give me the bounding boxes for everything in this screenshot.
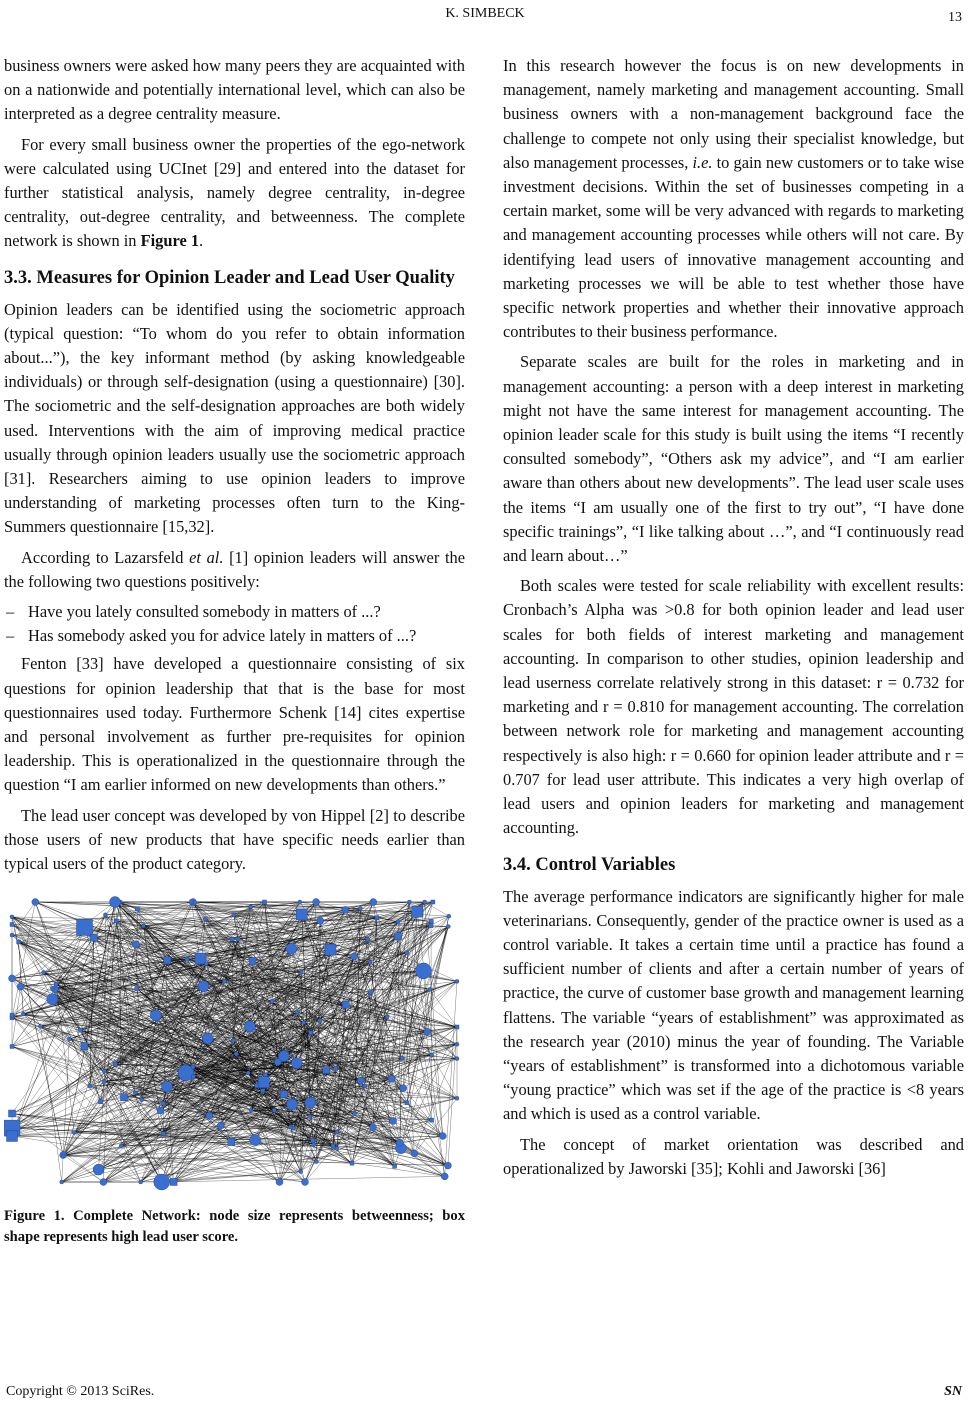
network-node-circle bbox=[342, 907, 349, 914]
paragraph-text: [1] opinion leaders will answer the the following two questions positively: bbox=[4, 547, 465, 591]
network-node-circle bbox=[150, 1010, 161, 1021]
network-node-circle bbox=[222, 979, 226, 983]
network-node-circle bbox=[424, 1029, 431, 1036]
network-node-box bbox=[9, 1110, 16, 1117]
network-node-circle bbox=[441, 1173, 448, 1180]
page-number: 13 bbox=[948, 10, 962, 25]
network-node-circle bbox=[191, 1065, 195, 1069]
network-node-box bbox=[113, 1062, 117, 1066]
network-node-circle bbox=[103, 913, 107, 917]
running-head-author: K. SIMBECK bbox=[445, 6, 525, 21]
network-node-circle bbox=[274, 1059, 281, 1066]
network-node-circle bbox=[232, 913, 236, 917]
network-node-circle bbox=[455, 1042, 459, 1046]
network-node-circle bbox=[10, 915, 14, 919]
network-node-circle bbox=[276, 1179, 283, 1186]
network-node-box bbox=[7, 1131, 18, 1142]
network-node-box bbox=[325, 944, 336, 955]
network-node-circle bbox=[202, 1033, 213, 1044]
network-node-circle bbox=[246, 1071, 250, 1075]
network-node-circle bbox=[47, 994, 58, 1005]
network-node-box bbox=[190, 900, 194, 904]
network-node-circle bbox=[396, 1139, 403, 1146]
network-node-circle bbox=[119, 1144, 123, 1148]
network-node-circle bbox=[203, 917, 207, 921]
network-node-box bbox=[10, 923, 14, 927]
network-node-box bbox=[81, 1043, 88, 1050]
paragraph: The concept of market orientation was described and operationalized by Jaworski [35]; Kohli and Jaworski [36] bbox=[503, 1134, 964, 1178]
journal-abbreviation: SN bbox=[944, 1384, 962, 1399]
et-al-italic: et al. bbox=[189, 547, 224, 567]
network-node-circle bbox=[455, 1097, 459, 1101]
network-node-box bbox=[228, 1139, 235, 1146]
paragraph: Both scales were tested for scale reliability with excellent results: Cronbach’s Alpha was >0.8 for both opinion leader and lead user scales for both fields of interest marketing and management accounting. In comparison to other studies, opinion leadership and lead userness correlate relatively strong in this dataset: r = 0.732 for marketing and r = 0.810 for management accounting. The correlation between network role for marketing and management accounting respectively is also high: r = 0.660 for opinion leader attribute and r = 0.707 for lead user attribute. This indicates a very high overlap of lead users and opinion leaders for marketing and management accounting. bbox=[503, 576, 964, 838]
network-node-circle bbox=[308, 1115, 312, 1119]
network-node-box bbox=[114, 919, 118, 923]
paragraph bbox=[503, 54, 964, 344]
network-node-box bbox=[455, 1025, 459, 1029]
network-node-circle bbox=[335, 1130, 339, 1134]
network-node-box bbox=[430, 1118, 434, 1122]
network-node-circle bbox=[312, 1143, 316, 1147]
network-node-box bbox=[412, 906, 423, 917]
network-node-circle bbox=[102, 1080, 106, 1084]
network-figure bbox=[4, 892, 465, 1192]
network-node-circle bbox=[9, 975, 16, 982]
network-node-box bbox=[161, 1102, 165, 1106]
network-node-circle bbox=[446, 925, 450, 929]
network-node-box bbox=[230, 937, 234, 941]
network-node-circle bbox=[110, 897, 121, 908]
network-node-circle bbox=[270, 1000, 274, 1004]
network-node-circle bbox=[295, 1010, 299, 1014]
network-node-circle bbox=[363, 1084, 367, 1088]
network-node-box bbox=[296, 909, 307, 920]
paragraph: Opinion leaders can be identified using the sociometric approach (typical question: “To whom do you refer to obtain information about...”), the key informant method (by asking knowledgeable individuals) or through self-designation (using a questionnaire) [30]. The sociometric and the self-designation approaches are both widely used. Interventions with the aim of improving medical practice usually through opinion leaders usually use the sociometric approach [31]. Researchers aiming to use opinion leaders to improve understanding of marketing processes often turn to the King-Summers questionnaire [15,32]. bbox=[4, 299, 465, 537]
network-node-circle bbox=[416, 963, 432, 979]
network-node-box bbox=[90, 935, 97, 942]
paragraph: The average performance indicators are significantly higher for male veterinarians. Consequently, gender of the practice owner is used as a control variable. It takes a certain time until a practice has found a sufficient number of clients and after a certain number of years of practice, the curve of customer base growth and management learning flattens. The variable “years of establishment” was approximated as the research year (2010) minus the year of founding. The Variable “years of establishment” is transformed into a dichotomous variable “young practice” which was set if the age of the practice is <8 years and which is used as a control variable. bbox=[503, 886, 964, 1124]
network-node-circle bbox=[234, 1052, 238, 1056]
network-node-circle bbox=[366, 938, 370, 942]
network-node-circle bbox=[139, 1180, 143, 1184]
network-node-circle bbox=[204, 962, 208, 966]
network-node-circle bbox=[444, 1162, 451, 1169]
network-node-circle bbox=[132, 941, 139, 948]
network-node-circle bbox=[370, 1124, 377, 1131]
network-node-circle bbox=[10, 933, 14, 937]
network-node-box bbox=[331, 1144, 335, 1148]
paragraph-text: In this research however the focus is on new developments in management, namely marketing and management accounting. Small business owners with a non-management background face the challenge to compete not only using their specialist knowledge, but also management processes, bbox=[503, 56, 964, 172]
network-node-circle bbox=[299, 971, 303, 975]
network-node-circle bbox=[154, 1174, 170, 1190]
network-node-box bbox=[17, 940, 21, 944]
network-node-circle bbox=[400, 1056, 404, 1060]
network-node-box bbox=[311, 1139, 315, 1143]
question-list bbox=[4, 600, 465, 648]
page-footer bbox=[0, 1384, 970, 1406]
network-node-box bbox=[334, 1067, 338, 1071]
network-node-box bbox=[431, 900, 435, 904]
network-node-circle bbox=[72, 1131, 76, 1135]
network-node-box bbox=[405, 1101, 409, 1105]
network-node-circle bbox=[50, 987, 54, 991]
figure-caption: Figure 1. Complete Network: node size represents betweenness; box shape represents high lead user score. bbox=[4, 1208, 465, 1246]
network-node-box bbox=[121, 1094, 128, 1101]
paragraph: Separate scales are built for the roles in marketing and in management accounting: a person with a deep interest in marketing might not have the same interest for management accounting. The opinion leader scale for this study is built using the items “I recently consulted somebody”, “Others ask my advice”, and “I am earlier aware than others about new developments”. The lead user scale uses the items “I am usually one of the first to try out”, “I have done specific trainings”, “I like talking about …”, and “I continuously read and learn about…” bbox=[503, 352, 964, 566]
network-node-circle bbox=[455, 1057, 459, 1061]
network-node-box bbox=[185, 957, 189, 961]
network-node-circle bbox=[142, 924, 146, 928]
network-node-box bbox=[170, 1179, 177, 1186]
network-node-circle bbox=[302, 1021, 306, 1025]
network-node-circle bbox=[133, 1091, 137, 1095]
network-node-box bbox=[429, 920, 433, 924]
section-heading-3-4: 3.4. Control Variables bbox=[503, 854, 676, 875]
network-node-circle bbox=[318, 1019, 322, 1023]
network-node-box bbox=[10, 1013, 14, 1017]
paragraph: business owners were asked how many peers they are acquainted with on a nationwide and potentially international level, which can also be interpreted as a degree centrality measure. bbox=[4, 56, 465, 124]
network-node-box bbox=[395, 933, 402, 940]
network-node-circle bbox=[88, 1084, 92, 1088]
network-node-circle bbox=[423, 900, 427, 904]
network-node-circle bbox=[388, 1076, 395, 1083]
paragraph-text: According to Lazarsfeld bbox=[21, 547, 190, 567]
network-node-circle bbox=[357, 1077, 364, 1084]
network-node-box bbox=[135, 907, 139, 911]
network-node-circle bbox=[236, 937, 240, 941]
running-head bbox=[0, 6, 970, 30]
network-node-circle bbox=[407, 900, 411, 904]
network-node-circle bbox=[250, 1135, 261, 1146]
network-node-circle bbox=[198, 981, 209, 992]
network-node-box bbox=[98, 1100, 102, 1104]
network-node-circle bbox=[411, 1150, 418, 1157]
network-node-circle bbox=[358, 907, 362, 911]
network-node-box bbox=[350, 1161, 354, 1165]
network-node-circle bbox=[314, 1160, 318, 1164]
network-node-circle bbox=[157, 1107, 164, 1114]
section-heading-3-3: 3.3. Measures for Opinion Leader and Lead User Quality bbox=[4, 267, 455, 288]
network-node-circle bbox=[54, 982, 58, 986]
network-node-circle bbox=[100, 1179, 107, 1186]
network-node-circle bbox=[428, 988, 432, 992]
network-node-circle bbox=[305, 1097, 316, 1108]
network-node-circle bbox=[335, 1147, 339, 1151]
paragraph-text: For every small business owner the properties of the ego-network were calculated using UCInet [29] and entered into the dataset for further statistical analysis, namely degree centrality, in-degree centrality, out-degree centrality, and betweenness. The complete network is shown in bbox=[4, 134, 465, 251]
network-node-circle bbox=[67, 1037, 71, 1041]
network-node-circle bbox=[313, 899, 320, 906]
network-node-circle bbox=[385, 1015, 389, 1019]
network-node-circle bbox=[17, 983, 24, 990]
network-graph bbox=[4, 892, 465, 1192]
network-node-circle bbox=[103, 1070, 107, 1074]
network-node-box bbox=[164, 957, 171, 964]
network-node-box bbox=[79, 1029, 83, 1033]
paragraph-text: . bbox=[199, 231, 204, 251]
network-node-circle bbox=[286, 943, 297, 954]
network-node-circle bbox=[430, 1053, 434, 1057]
network-node-circle bbox=[140, 1098, 144, 1102]
network-node-circle bbox=[298, 900, 302, 904]
network-node-box bbox=[10, 1045, 14, 1049]
ie-italic: i.e. bbox=[692, 152, 713, 172]
network-node-circle bbox=[353, 1112, 357, 1116]
network-node-circle bbox=[217, 1123, 224, 1130]
network-node-circle bbox=[317, 917, 324, 924]
network-node-box bbox=[309, 1031, 313, 1035]
network-node-circle bbox=[368, 961, 372, 965]
network-node-box bbox=[135, 987, 139, 991]
network-node-circle bbox=[42, 971, 46, 975]
network-node-box bbox=[191, 1075, 195, 1079]
network-node-circle bbox=[439, 1133, 446, 1140]
network-node-circle bbox=[455, 980, 459, 984]
network-node-box bbox=[77, 919, 93, 935]
network-node-box bbox=[249, 958, 256, 965]
list-item: – Have you lately consulted somebody in matters of ...? bbox=[4, 600, 465, 624]
network-node-circle bbox=[249, 1109, 253, 1113]
network-node-box bbox=[368, 991, 372, 995]
left-column bbox=[4, 54, 465, 1248]
network-node-circle bbox=[231, 1039, 235, 1043]
network-node-circle bbox=[351, 953, 358, 960]
network-node-circle bbox=[93, 1164, 104, 1175]
network-node-box bbox=[429, 924, 433, 928]
network-node-box bbox=[263, 900, 267, 904]
paragraph: The lead user concept was developed by von Hippel [2] to describe those users of new products that have specific needs earlier than typical users of the product category. bbox=[4, 805, 465, 874]
right-column bbox=[503, 54, 964, 1187]
paragraph-text: to gain new customers or to take wise investment decisions. Within the set of businesses competing in a certain market, some will be very advanced with regards to marketing and management accounting processes while others will not care. By identifying lead users of innovative management accounting and marketing processes we will be able to test whether those have specific network properties and whether their innovative approach contributes to their business performance. bbox=[503, 152, 965, 342]
network-node-circle bbox=[291, 1058, 302, 1069]
figure-reference-link[interactable]: Figure 1 bbox=[140, 231, 200, 251]
network-node-box bbox=[393, 1164, 397, 1168]
network-node-box bbox=[261, 1089, 265, 1093]
network-node-circle bbox=[61, 1154, 65, 1158]
network-node-circle bbox=[400, 1085, 407, 1092]
copyright-notice: Copyright © 2013 SciRes. bbox=[6, 1384, 155, 1399]
network-node-circle bbox=[289, 1125, 293, 1129]
network-node-circle bbox=[249, 905, 253, 909]
network-node-circle bbox=[299, 1170, 303, 1174]
network-node-box bbox=[161, 1132, 165, 1136]
network-node-box bbox=[258, 1077, 269, 1088]
network-node-circle bbox=[39, 1025, 43, 1029]
paragraph: Fenton [33] have developed a questionnaire consisting of six questions for opinion leadership that that is the base for most questionnaires used today. Furthermore Schenk [14] cites expertise and personal involvement as further pre-requisites for opinion leadership. This is operationalized in the questionnaire through the question “I am earlier informed on new developments than others.” bbox=[4, 654, 465, 795]
network-node-box bbox=[323, 1067, 330, 1074]
network-node-box bbox=[375, 916, 379, 920]
network-node-circle bbox=[370, 899, 377, 906]
network-node-circle bbox=[396, 920, 400, 924]
network-node-circle bbox=[405, 951, 409, 955]
list-item: – Has somebody asked you for advice lately in matters of ...? bbox=[4, 624, 465, 648]
network-node-circle bbox=[245, 1021, 256, 1032]
network-node-circle bbox=[287, 1099, 298, 1110]
network-node-circle bbox=[206, 1112, 213, 1119]
network-node-circle bbox=[32, 899, 39, 906]
network-node-circle bbox=[272, 1109, 276, 1113]
network-node-circle bbox=[21, 1012, 25, 1016]
network-node-circle bbox=[447, 914, 451, 918]
network-node-box bbox=[342, 1001, 349, 1008]
network-node-box bbox=[280, 1091, 287, 1098]
network-node-circle bbox=[302, 1179, 309, 1186]
network-node-circle bbox=[390, 1118, 397, 1125]
network-node-circle bbox=[162, 1081, 173, 1092]
paragraph bbox=[4, 546, 465, 594]
network-node-circle bbox=[60, 1180, 64, 1184]
paragraph bbox=[4, 133, 465, 254]
